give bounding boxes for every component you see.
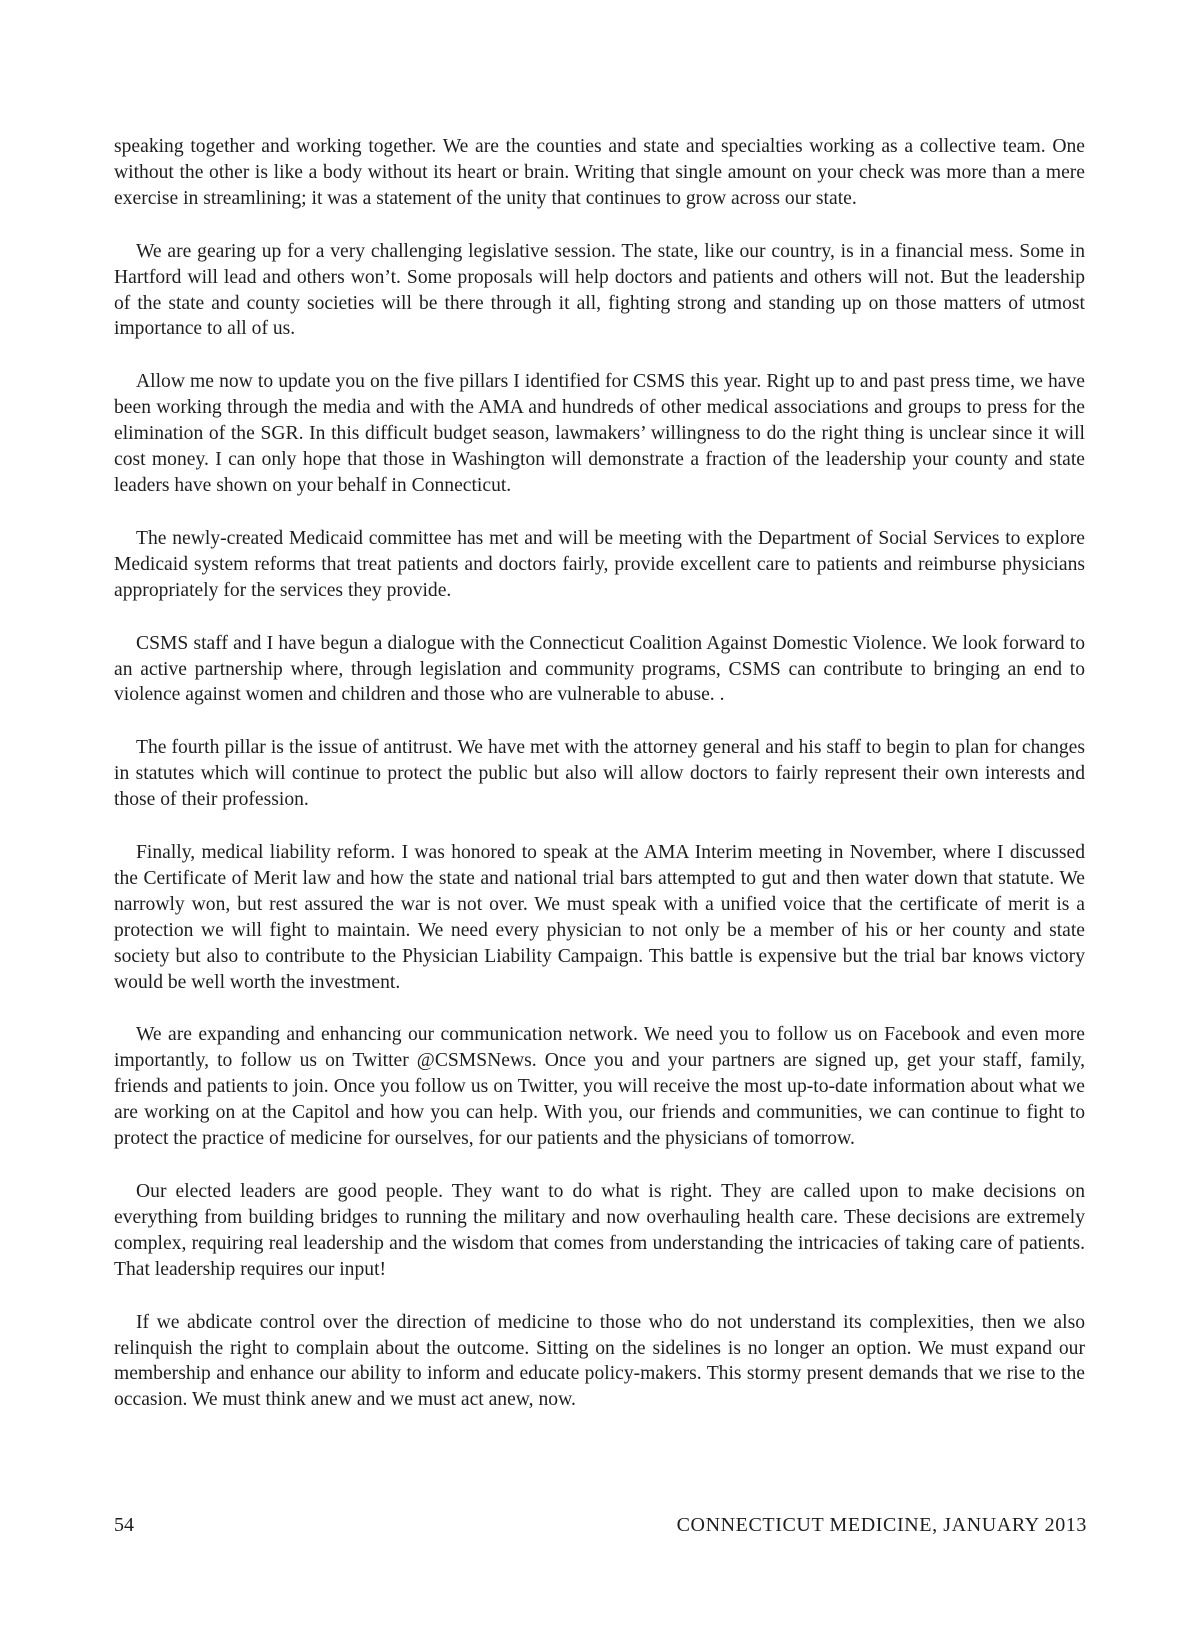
paragraph: Our elected leaders are good people. They want to do what is right. They are called upon to make decisions on everything from building bridges to running the military and now overhauling health care. These decisions are extremely complex, requiring real leadership and the wisdom that comes from understanding the intricacies of taking care of patients. That leadership requires our input! (114, 1181, 1085, 1280)
article-body (114, 134, 1085, 1440)
running-title: CONNECTICUT MEDICINE, JANUARY 2013 (676, 1514, 1087, 1536)
paragraph: CSMS staff and I have begun a dialogue with the Connecticut Coalition Against Domestic Violence. We look forward to an active partnership where, through legislation and community programs, CSMS can contribute to bringing an end to violence against women and children and those who are vulnerable to abuse. . (114, 632, 1085, 706)
paragraph: Finally, medical liability reform. I was honored to speak at the AMA Interim meeting in November, where I discussed the Certificate of Merit law and how the state and national trial bars attempted to gut and then water down that statute. We narrowly won, but rest assured the war is not over. We must speak with a unified voice that the certificate of merit is a protection we will fight to maintain. We need every physician to not only be a member of his or her county and state society but also to contribute to the Physician Liability Campaign. This battle is expensive but the trial bar knows victory would be well worth the investment. (114, 842, 1085, 993)
page-footer (114, 1509, 1087, 1541)
paragraph: We are gearing up for a very challenging legislative session. The state, like our country, is in a financial mess. Some in Hartford will lead and others won’t. Some proposals will help doctors and patients and others will not. But the leadership of the state and county societies will be there through it all, fighting strong and standing up on those matters of utmost importance to all of us. (114, 240, 1085, 340)
paragraph: Allow me now to update you on the five pillars I identified for CSMS this year. Right up to and past press time, we have been working through the media and with the AMA and hundreds of other medical associations and groups to press for the elimination of the SGR. In this difficult budget season, lawmakers’ willingness to do the right thing is unclear since it will cost money. I can only hope that those in Washington will demonstrate a fraction of the leadership your county and state leaders have shown on your behalf in Connecticut. (114, 371, 1085, 496)
paragraph: The fourth pillar is the issue of antitrust. We have met with the attorney general and his staff to begin to plan for changes in statutes which will continue to protect the public but also will allow doctors to fairly represent their own interests and those of their profession. (114, 737, 1085, 811)
page-number: 54 (114, 1514, 134, 1536)
paragraph: We are expanding and enhancing our communication network. We need you to follow us on Facebook and even more importantly, to follow us on Twitter @CSMSNews. Once you and your partners are signed up, get your staff, family, friends and patients to join. Once you follow us on Twitter, you will receive the most up-to-date information about what we are working on at the Capitol and how you can help. With you, our friends and communities, we can continue to fight to protect the practice of medicine for ourselves, for our patients and the physicians of tomorrow. (114, 1024, 1085, 1150)
paragraph: If we abdicate control over the direction of medicine to those who do not understand its complexities, then we also relinquish the right to complain about the outcome. Sitting on the sidelines is no longer an option. We must expand our membership and enhance our ability to inform and educate policy-makers. This stormy present demands that we rise to the occasion. We must think anew and we must act anew, now. (114, 1311, 1085, 1411)
paragraph: The newly-created Medicaid committee has met and will be meeting with the Department of Social Services to explore Medicaid system reforms that treat patients and doctors fairly, provide excellent care to patients and reimburse physicians appropriately for the services they provide. (114, 527, 1085, 601)
paragraph: speaking together and working together. We are the counties and state and specialties working as a collective team. One without the other is like a body without its heart or brain. Writing that single amount on your check was more than a mere exercise in streamlining; it was a statement of the unity that continues to grow across our state. (114, 136, 1085, 209)
